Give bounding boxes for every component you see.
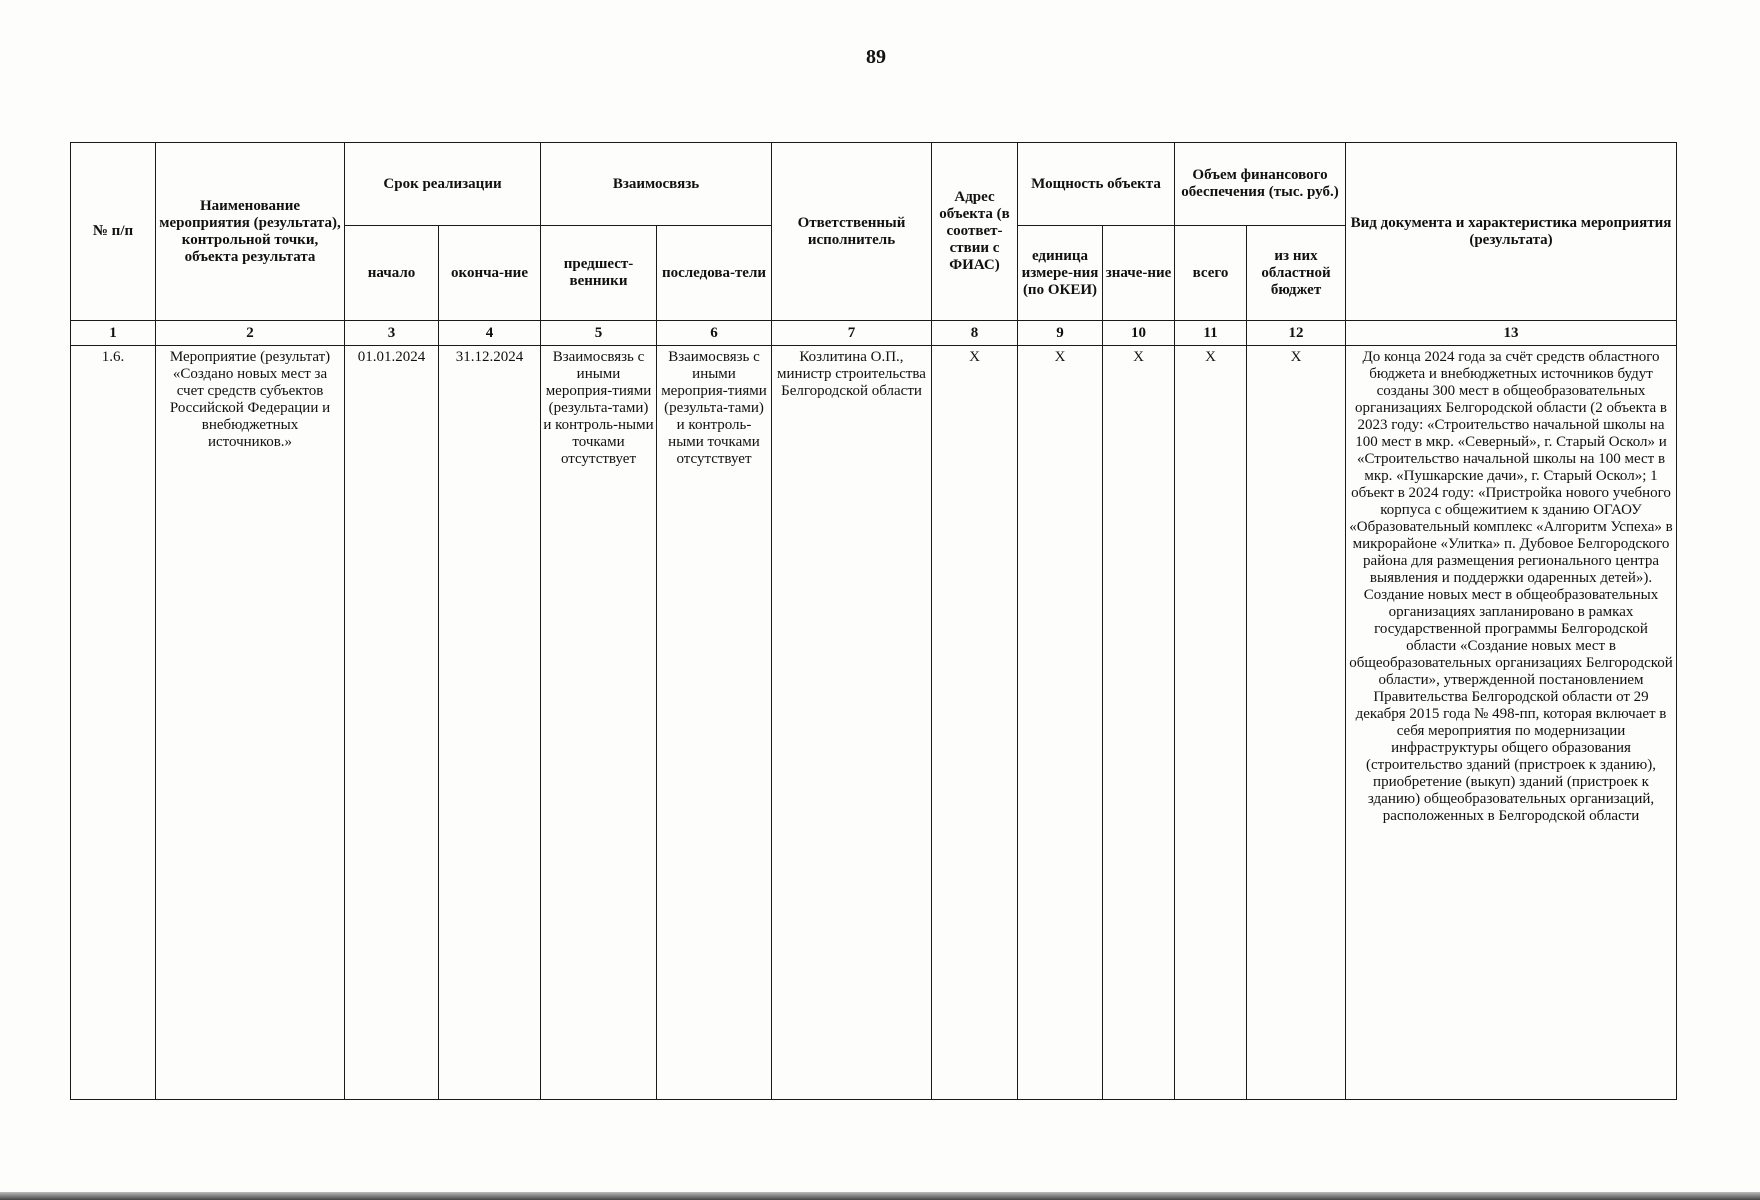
page-number: 89 (866, 46, 886, 68)
plan-table (70, 142, 1677, 1100)
header-relation-pred: предшест-венники (541, 226, 657, 321)
header-finance: Объем финансового обеспечения (тыс. руб.) (1175, 143, 1346, 226)
header-capacity: Мощность объекта (1018, 143, 1175, 226)
header-relation: Взаимосвязь (541, 143, 772, 226)
column-number: 8 (932, 321, 1018, 346)
header-capacity-unit: единица измере-ния (по ОКЕИ) (1018, 226, 1103, 321)
column-number: 1 (71, 321, 156, 346)
row-total: X (1175, 346, 1247, 1100)
scan-bottom-edge (0, 1192, 1760, 1200)
row-next: Взаимосвязь с иными мероприя-тиями (результа-тами) и контроль-ными точками отсутствует (657, 346, 772, 1100)
column-numbers-row (71, 321, 1677, 346)
row-value: X (1103, 346, 1175, 1100)
column-number: 7 (772, 321, 932, 346)
header-capacity-value: значе-ние (1103, 226, 1175, 321)
column-number: 3 (345, 321, 439, 346)
header-num: № п/п (71, 143, 156, 321)
header-relation-next: последова-тели (657, 226, 772, 321)
header-doc: Вид документа и характеристика мероприятия (результата) (1346, 143, 1677, 321)
header-name: Наименование мероприятия (результата), контрольной точки, объекта результата (156, 143, 345, 321)
row-end: 31.12.2024 (439, 346, 541, 1100)
header-term-end: оконча-ние (439, 226, 541, 321)
row-regional: X (1247, 346, 1346, 1100)
table-row (71, 346, 1677, 1100)
header-finance-regional: из них областной бюджет (1247, 226, 1346, 321)
column-number: 11 (1175, 321, 1247, 346)
header-finance-total: всего (1175, 226, 1247, 321)
row-address: X (932, 346, 1018, 1100)
row-executor: Козлитина О.П., министр строительства Белгородской области (772, 346, 932, 1100)
header-executor: Ответственный исполнитель (772, 143, 932, 321)
row-name: Мероприятие (результат) «Создано новых мест за счет средств субъектов Российской Федерации и внебюджетных источников.» (156, 346, 345, 1100)
column-number: 5 (541, 321, 657, 346)
row-description: До конца 2024 года за счёт средств областного бюджета и внебюджетных источников будут созданы 300 мест в общеобразовательных организациях Белгородской области (2 объекта в 2023 году: «Строительство начальной школы на 100 мест в мкр. «Северный», г. Старый Оскол» и «Строительство начальной школы на 100 мест в мкр. «Пушкарские дачи», г. Старый Оскол»; 1 объект в 2024 году: «Пристройка нового учебного корпуса с общежитием к зданию ОГАОУ «Образовательный комплекс «Алгоритм Успеха» в микрорайоне «Улитка» п. Дубовое Белгородского района для размещения регионального центра выявления и поддержки одаренных детей»). Создание новых мест в общеобразовательных организациях запланировано в рамках государственной программы Белгородской области «Создание новых мест в общеобразовательных организациях Белгородской области», утвержденной постановлением Правительства Белгородской области от 29 декабря 2015 года № 498-пп, которая включает в себя мероприятия по модернизации инфраструктуры общего образования (строительство зданий (пристроек к зданию), приобретение (выкуп) зданий (пристроек к зданию) общеобразовательных организаций, расположенных в Белгородской области (1346, 346, 1677, 1100)
column-number: 10 (1103, 321, 1175, 346)
column-number: 6 (657, 321, 772, 346)
row-pred: Взаимосвязь с иными мероприя-тиями (результа-тами) и контроль-ными точками отсутствует (541, 346, 657, 1100)
header-term: Срок реализации (345, 143, 541, 226)
row-start: 01.01.2024 (345, 346, 439, 1100)
row-num: 1.6. (71, 346, 156, 1100)
header-address: Адрес объекта (в соответ-ствии с ФИАС) (932, 143, 1018, 321)
header-term-start: начало (345, 226, 439, 321)
row-unit: X (1018, 346, 1103, 1100)
column-number: 13 (1346, 321, 1677, 346)
column-number: 12 (1247, 321, 1346, 346)
column-number: 4 (439, 321, 541, 346)
column-number: 9 (1018, 321, 1103, 346)
column-number: 2 (156, 321, 345, 346)
